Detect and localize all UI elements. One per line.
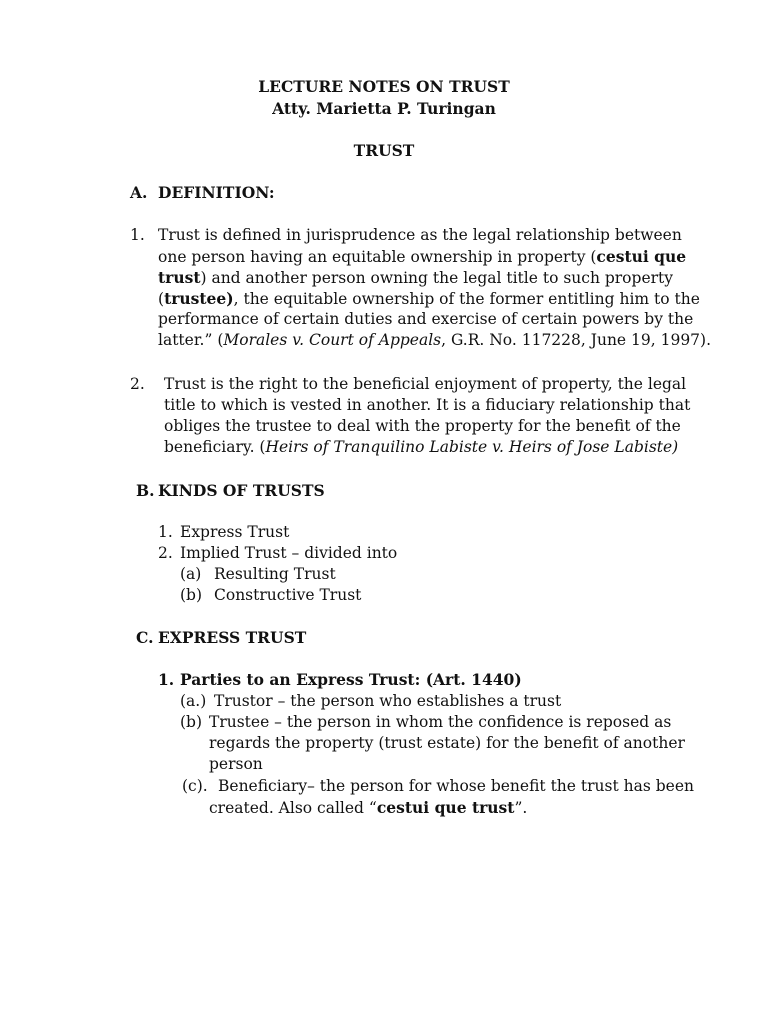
paragraph-line — [209, 797, 527, 819]
list-number: 2. — [130, 375, 145, 393]
sublist-marker: (c). — [182, 777, 208, 795]
text-run: , G.R. No. 117228, June 19, 1997). — [441, 331, 712, 349]
paragraph-line: Trust is the right to the beneficial enjoyment of property, the legal — [164, 375, 687, 393]
sublist-item: Constructive Trust — [214, 586, 362, 604]
document-subject: TRUST — [353, 141, 415, 160]
section-a-marker: A. — [130, 183, 148, 202]
paragraph-line: Beneficiary– the person for whose benefit the trust has been — [218, 777, 694, 795]
case-citation: Heirs of Tranquilino Labiste v. Heirs of Jose Labiste) — [265, 438, 679, 456]
sublist-marker: (a) — [180, 565, 202, 583]
section-b-marker: B. — [136, 481, 155, 500]
term-cestui-que: cestui que — [596, 247, 687, 266]
section-c-marker: C. — [136, 628, 154, 647]
paragraph-line — [158, 267, 673, 289]
list-item: Express Trust — [180, 523, 290, 541]
case-citation: Morales v. Court of Appeals — [223, 331, 442, 349]
subheading-number: 1. — [158, 670, 175, 689]
paragraph-line: Trustee – the person in whom the confidence is reposed as — [209, 713, 672, 731]
text-run: one person having an equitable ownership in property ( — [158, 248, 597, 266]
document-author: Atty. Marietta P. Turingan — [272, 99, 496, 118]
sublist-item: Resulting Trust — [214, 565, 336, 583]
paragraph-line — [158, 288, 700, 310]
term-trust: trust — [158, 268, 201, 287]
text-run: ”. — [514, 799, 528, 817]
text-run: latter.” ( — [158, 331, 224, 349]
list-number: 1. — [130, 226, 145, 244]
term-cestui-que-trust: cestui que trust — [376, 798, 515, 817]
list-item: Implied Trust – divided into — [180, 544, 398, 562]
paragraph-line: obliges the trustee to deal with the property for the benefit of the — [164, 417, 681, 435]
sublist-marker: (b) — [180, 586, 203, 604]
document-title: LECTURE NOTES ON TRUST — [258, 77, 510, 96]
paragraph-line: Trustor – the person who establishes a trust — [214, 692, 562, 710]
text-run: ( — [158, 290, 165, 308]
paragraph-line — [164, 437, 678, 458]
text-run: , the equitable ownership of the former entitling him to the — [233, 290, 700, 308]
list-number: 2. — [158, 544, 173, 562]
paragraph-line — [158, 246, 686, 268]
paragraph-line — [158, 330, 711, 351]
list-number: 1. — [158, 523, 173, 541]
text-run: created. Also called “ — [209, 799, 377, 817]
section-c-heading: EXPRESS TRUST — [158, 628, 307, 647]
paragraph-line: Trust is defined in jurisprudence as the legal relationship between — [158, 226, 682, 244]
paragraph-line: person — [209, 755, 263, 773]
paragraph-line: regards the property (trust estate) for the benefit of another — [209, 734, 685, 752]
sublist-marker: (b) — [180, 713, 203, 731]
section-a-heading: DEFINITION: — [158, 183, 275, 202]
subheading: Parties to an Express Trust: (Art. 1440) — [180, 670, 522, 689]
sublist-marker: (a.) — [180, 692, 207, 710]
paragraph-line: title to which is vested in another. It is a fiduciary relationship that — [164, 396, 691, 414]
text-run: ) and another person owning the legal title to such property — [200, 269, 674, 287]
term-trustee: trustee) — [164, 289, 234, 308]
section-b-heading: KINDS OF TRUSTS — [158, 481, 325, 500]
paragraph-line: performance of certain duties and exercise of certain powers by the — [158, 310, 694, 328]
text-run: beneficiary. ( — [164, 438, 266, 456]
